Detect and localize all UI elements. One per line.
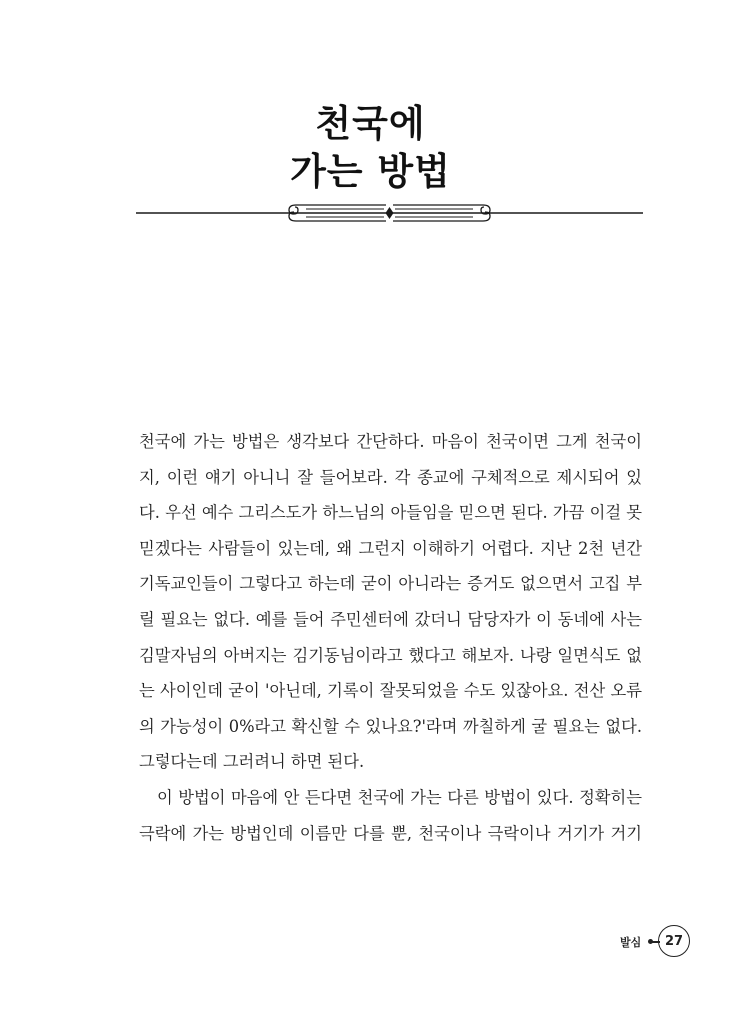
text-line: 믿겠다는 사람들이 있는데, 왜 그런지 이해하기 어렵다. 지난 2천 년간	[139, 538, 642, 558]
text-line: 지, 이런 얘기 아니니 잘 들어보라. 각 종교에 구체적으로 제시되어 있	[139, 467, 642, 487]
text-line: 릴 필요는 없다. 예를 들어 주민센터에 갔더니 담당자가 이 동네에 사는	[139, 609, 642, 629]
body-text	[139, 424, 642, 851]
chapter-title-line-2: 가는 방법	[290, 150, 451, 193]
text-line: 천국에 가는 방법은 생각보다 간단하다. 마음이 천국이면 그게 천국이	[139, 432, 642, 451]
ornament-divider	[136, 196, 643, 230]
page-number: 27	[658, 925, 690, 957]
text-line: 김말자님의 아버지는 김기동님이라고 했다고 해보자. 나랑 일면식도 없	[139, 645, 642, 665]
text-line: 극락에 가는 방법인데 이름만 다를 뿐, 천국이나 극락이나 거기가 거기	[139, 823, 642, 843]
chapter-title-line-1: 천국에	[315, 102, 426, 145]
page-footer	[600, 924, 690, 960]
text-line: 그렇다는데 그러려니 하면 된다.	[139, 752, 365, 772]
text-line: 기독교인들이 그렇다고 하는데 굳이 아니라는 증거도 없으면서 고집 부	[139, 574, 642, 594]
chapter-title	[0, 100, 741, 196]
text-line: 다. 우선 예수 그리스도가 하느님의 아들임을 믿으면 된다. 가끔 이걸 못	[139, 503, 642, 523]
text-line: 의 가능성이 0%라고 확신할 수 있나요?'라며 까칠하게 굴 필요는 없다.	[139, 716, 642, 736]
text-line: 이 방법이 마음에 안 든다면 천국에 가는 다른 방법이 있다. 정확히는	[157, 787, 642, 807]
text-line: 는 사이인데 굳이 '아닌데, 기록이 잘못되었을 수도 있잖아요. 전산 오류	[139, 681, 642, 701]
section-label: 발심	[620, 936, 642, 949]
